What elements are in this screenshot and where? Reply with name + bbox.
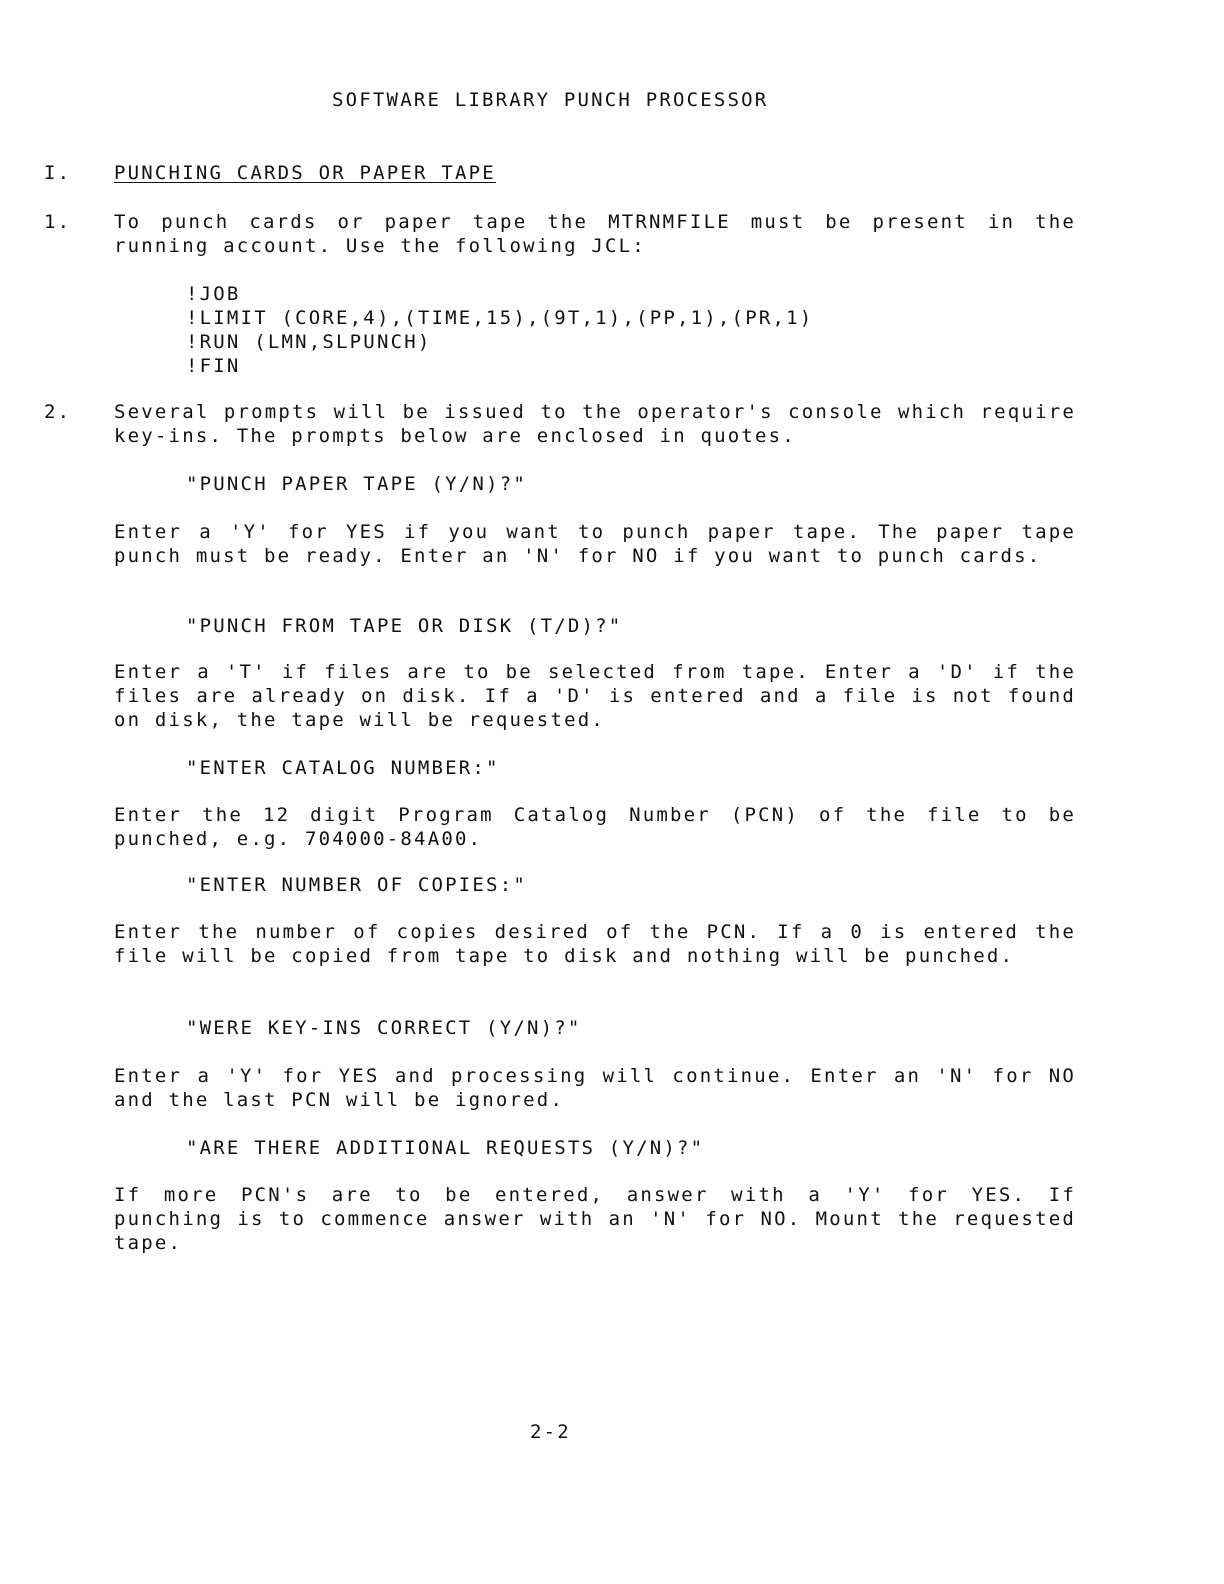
prompt-text: "WERE KEY-INS CORRECT (Y/N)?" (186, 1017, 582, 1039)
prompt-description: Enter a 'Y' for YES if you want to punch paper tape. The paper tape punch must be ready. Enter an 'N' for NO if you want to punch cards. (114, 521, 1076, 567)
jcl-line: !FIN (186, 355, 241, 377)
page-title: SOFTWARE LIBRARY PUNCH PROCESSOR (332, 89, 769, 111)
prompt-text: "PUNCH FROM TAPE OR DISK (T/D)?" (186, 615, 623, 637)
page-number: 2-2 (530, 1421, 571, 1443)
prompt-text: "ENTER CATALOG NUMBER:" (186, 757, 500, 779)
jcl-block (186, 282, 813, 378)
item-1-text: To punch cards or paper tape the MTRNMFILE must be present in the running account. Use the following JCL: (114, 211, 1076, 257)
jcl-line: !JOB (186, 283, 241, 305)
prompt-description: Enter a 'T' if files are to be selected from tape. Enter a 'D' if the files are already on disk. If a 'D' is entered and a file is not found on disk, the tape will be requested. (114, 661, 1076, 731)
prompt-description: If more PCN's are to be entered, answer with a 'Y' for YES. If punching is to commence answer with an 'N' for NO. Mount the requested tape. (114, 1184, 1076, 1254)
item-1-number: 1. (44, 211, 72, 233)
prompt-text: "ARE THERE ADDITIONAL REQUESTS (Y/N)?" (186, 1137, 705, 1159)
prompt-text: "PUNCH PAPER TAPE (Y/N)?" (186, 473, 527, 495)
item-2-text: Several prompts will be issued to the operator's console which require key-ins. The prompts below are enclosed in quotes. (114, 401, 1076, 447)
prompt-description: Enter the 12 digit Program Catalog Number (PCN) of the file to be punched, e.g. 704000-84A00. (114, 804, 1076, 850)
jcl-line: !LIMIT (CORE,4),(TIME,15),(9T,1),(PP,1),(PR,1) (186, 307, 814, 329)
prompt-description: Enter the number of copies desired of the PCN. If a 0 is entered the file will be copied from tape to disk and nothing will be punched. (114, 921, 1076, 967)
section-number: I. (44, 162, 72, 184)
prompt-text: "ENTER NUMBER OF COPIES:" (186, 874, 527, 896)
item-2-number: 2. (44, 401, 72, 423)
section-title: PUNCHING CARDS OR PAPER TAPE (114, 162, 496, 184)
prompt-description: Enter a 'Y' for YES and processing will continue. Enter an 'N' for NO and the last PCN will be ignored. (114, 1065, 1076, 1111)
jcl-line: !RUN (LMN,SLPUNCH) (186, 331, 432, 353)
